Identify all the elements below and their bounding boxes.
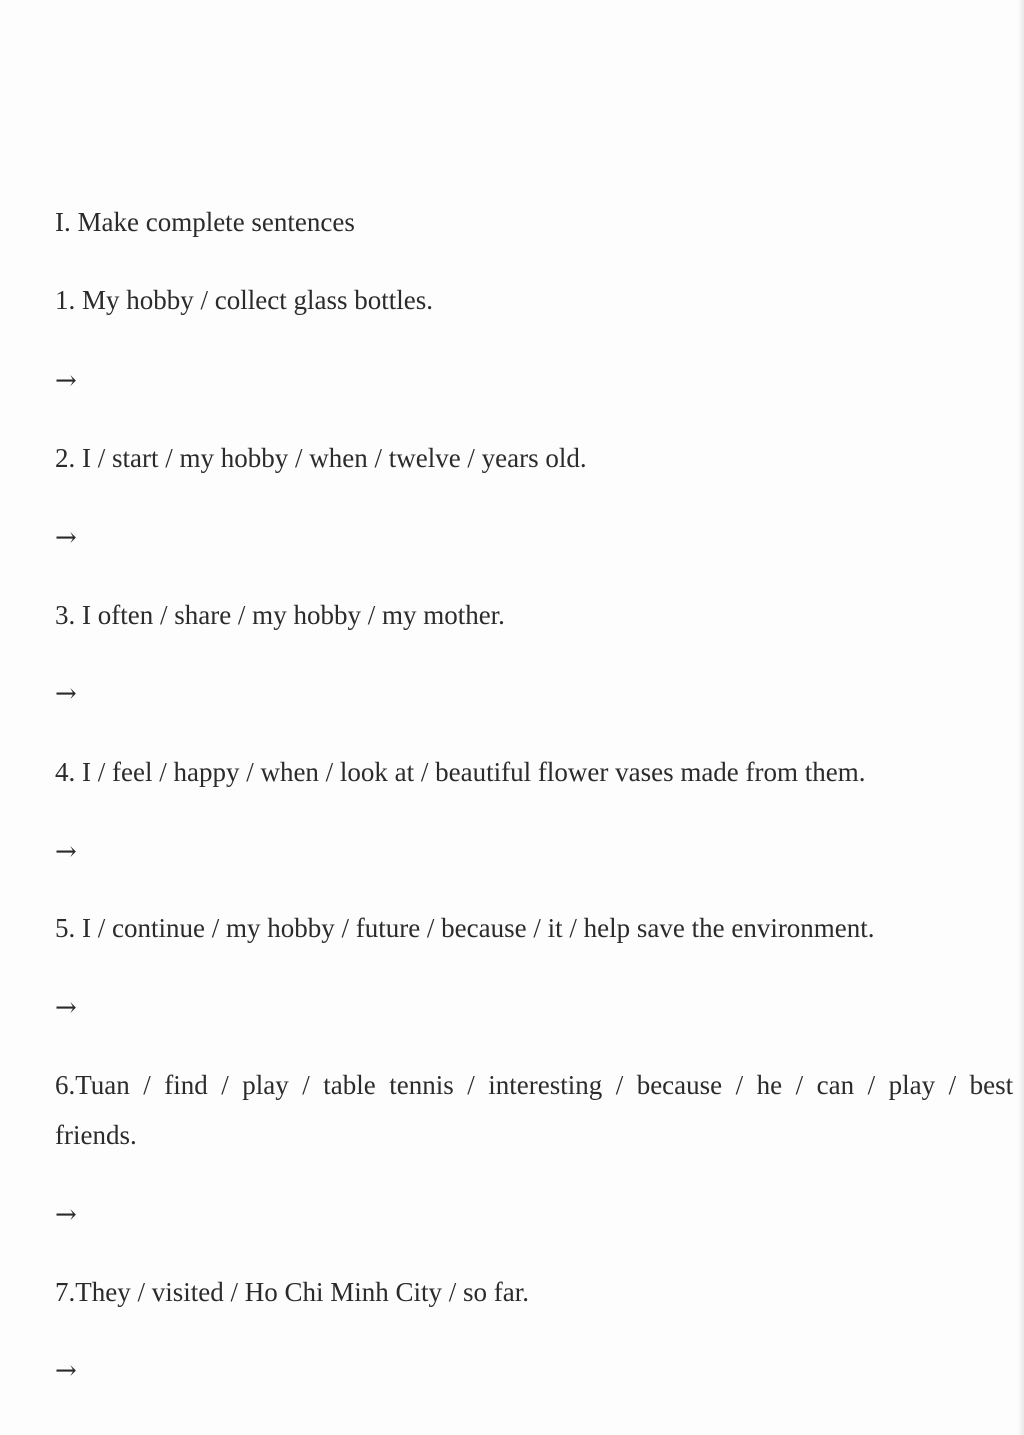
exercise-item-4: 4. I / feel / happy / when / look at / beautiful flower vases made from them. xyxy=(55,757,866,787)
answer-arrow-4: → xyxy=(55,837,77,867)
exercise-item-2: 2. I / start / my hobby / when / twelve / years old. xyxy=(55,443,587,473)
answer-arrow-7: → xyxy=(55,1356,77,1386)
exercise-item-1: 1. My hobby / collect glass bottles. xyxy=(55,285,433,315)
answer-arrow-1: → xyxy=(55,366,77,396)
exercise-item-6-line-2: friends. xyxy=(55,1120,137,1150)
section-heading: I. Make complete sentences xyxy=(55,207,355,237)
exercise-item-7: 7.They / visited / Ho Chi Minh City / so far. xyxy=(55,1277,529,1307)
exercise-item-6-line-1: 6.Tuan / find / play / table tennis / interesting / because / he / can / play / best xyxy=(55,1070,1014,1100)
answer-arrow-5: → xyxy=(55,993,77,1023)
answer-arrow-3: → xyxy=(55,679,77,709)
answer-arrow-2: → xyxy=(55,523,77,553)
page-edge-shadow xyxy=(1018,0,1024,1435)
answer-arrow-6: → xyxy=(55,1200,77,1230)
exercise-item-5: 5. I / continue / my hobby / future / because / it / help save the environment. xyxy=(55,913,875,943)
exercise-item-3: 3. I often / share / my hobby / my mother. xyxy=(55,600,505,630)
